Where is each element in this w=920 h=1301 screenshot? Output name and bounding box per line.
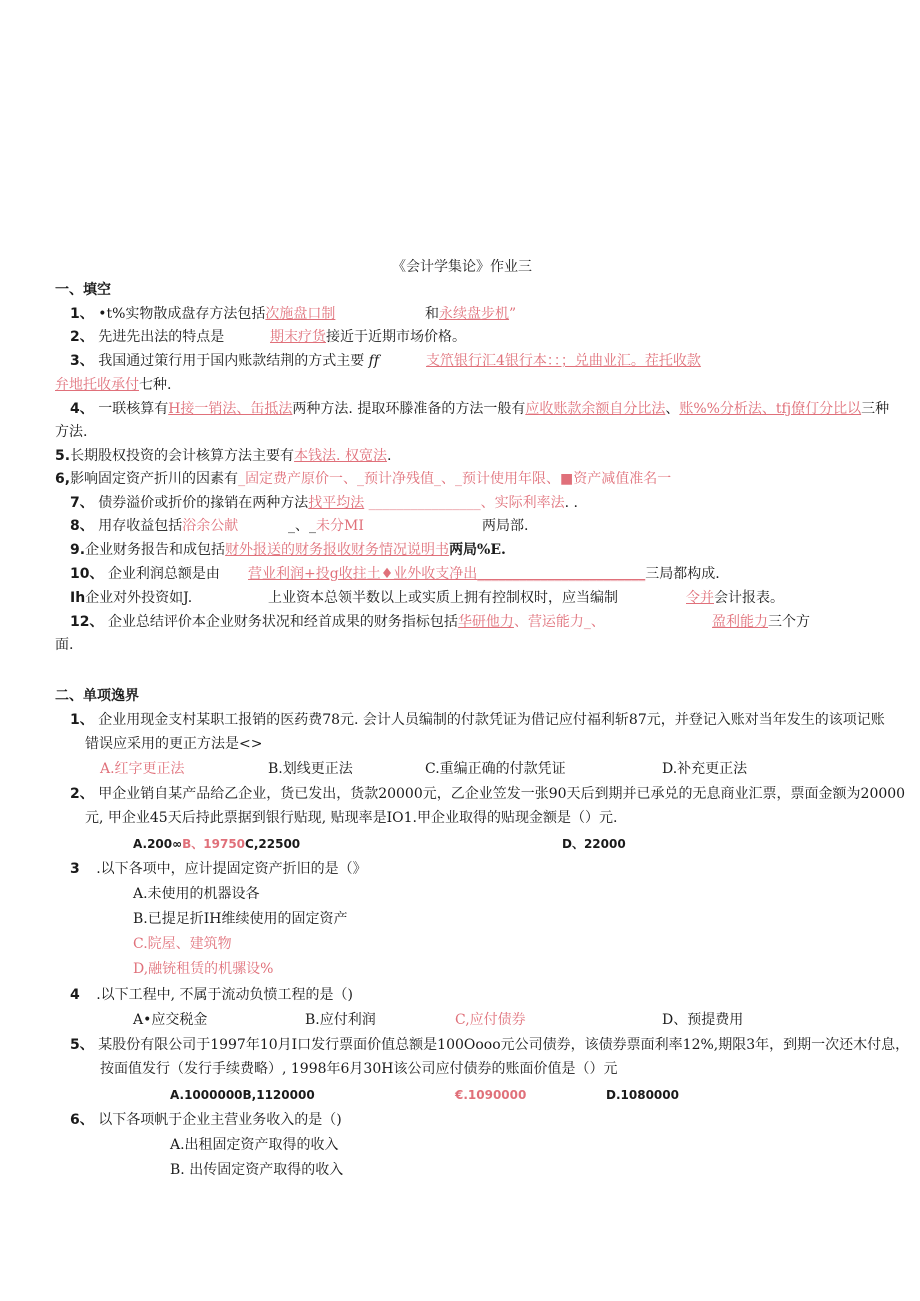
question-number: Ih bbox=[70, 590, 86, 606]
option-a: A.未使用的机器设各 bbox=[133, 886, 260, 902]
question-number: 4、 bbox=[70, 401, 94, 417]
option-a bbox=[100, 759, 185, 779]
option-d: D.补充更正法 bbox=[662, 761, 748, 777]
fill-question-4-line2: 方法. bbox=[55, 424, 88, 440]
question-text: 七种. bbox=[139, 377, 172, 393]
answer-blank: 账%%分析法、tfj僚仃分比以 bbox=[679, 401, 862, 417]
option-d: D、预提费用 bbox=[662, 1012, 744, 1028]
answer-blank: 令并 bbox=[686, 590, 714, 606]
question-text: 企业利润总额是由 bbox=[107, 566, 220, 582]
option-b: B.应付利润 bbox=[305, 1012, 376, 1028]
question-number: 3 bbox=[70, 861, 80, 877]
question-text: 甲企业销自某产品给乙企业，货已发出，货款20000元，乙企业笠发一张90天后到期并已承兑的无息商业汇票，票面金额为20000 bbox=[98, 786, 906, 802]
question-text: 企业财务报告和成包括 bbox=[85, 542, 226, 558]
question-text: 、 bbox=[665, 401, 680, 417]
option-c: C,应付债券 bbox=[455, 1012, 526, 1028]
answer-blank: 盈利能力 bbox=[712, 614, 768, 630]
question-number: 3、 bbox=[70, 353, 94, 369]
question-text: 按面值发行（发行手续费略）, 1998年6月30H该公司应付债券的账面价值是（）元 bbox=[100, 1061, 618, 1077]
page-title: 《会计学集论》作业三 bbox=[392, 259, 532, 275]
question-number: 1、 bbox=[70, 712, 94, 728]
option-a: A.出租固定资产取得的收入 bbox=[170, 1137, 339, 1153]
option-c: C.重编正确的付款凭证 bbox=[425, 761, 566, 777]
question-text: 三个方 bbox=[768, 614, 810, 630]
question-text: 两局部. bbox=[482, 518, 529, 534]
option-d: D、22000 bbox=[562, 837, 626, 851]
question-text: . . bbox=[564, 495, 579, 511]
question-text: 和 bbox=[425, 306, 439, 322]
question-text: 用存收益包括 bbox=[98, 518, 183, 534]
fill-question-12-part2 bbox=[712, 612, 810, 632]
question-text: 债券溢价或折价的掾销在两种方法 bbox=[98, 495, 309, 511]
question-text: 企业用现金支村某职工报销的医药费78元. 会计人员编制的付款凭证为借记应付福利斩87元，并登记入账对当年发生的该项记账 bbox=[98, 712, 885, 728]
answer-blank: 浴余公献 bbox=[182, 518, 239, 534]
fill-question-1 bbox=[70, 304, 335, 324]
fill-question-12-line2: 面. bbox=[55, 637, 74, 653]
answer-blank: 支笊银行汇4银行本：：；兑曲业汇。茬托收款 bbox=[426, 353, 701, 369]
choice-question-2 bbox=[70, 784, 905, 804]
choice-question-6 bbox=[70, 1110, 342, 1130]
fill-question-10-part2 bbox=[248, 564, 720, 584]
option-ab: A.1000000B,1120000 bbox=[170, 1088, 315, 1102]
answer-blank: 找平均法 bbox=[308, 495, 365, 511]
answer-blank: 期末疗货 bbox=[270, 329, 326, 345]
question-text: 企业对外投资如J. bbox=[85, 590, 193, 606]
option-c: C.院屋、建筑物 bbox=[133, 936, 232, 952]
fill-question-8 bbox=[70, 516, 238, 536]
fill-question-5 bbox=[55, 446, 391, 466]
question-number: 6, bbox=[55, 471, 71, 487]
question-text: 我国通过策行用于国内账款结荆的方式主要 𝑓𝑓 bbox=[98, 353, 380, 369]
option-b: B.划线更正法 bbox=[268, 761, 353, 777]
fill-question-8-part2 bbox=[288, 516, 364, 536]
question-text: 影响固定资产折川的因素有 bbox=[70, 471, 239, 487]
fill-question-11-part2 bbox=[686, 588, 784, 608]
fill-question-11 bbox=[70, 588, 192, 608]
answer-blank: 实际利率法 bbox=[494, 495, 565, 511]
fill-question-2-part2 bbox=[270, 327, 466, 347]
question-text: 两局%E. bbox=[449, 542, 506, 558]
fill-question-3 bbox=[70, 351, 379, 371]
fill-question-10 bbox=[70, 564, 220, 584]
answer-blank: H接一销法、缶抵法 bbox=[168, 401, 293, 417]
option-b: B、19750 bbox=[182, 837, 246, 851]
fill-question-6 bbox=[55, 469, 671, 489]
fill-question-3-line2 bbox=[55, 375, 171, 395]
choice-question-3 bbox=[70, 859, 367, 879]
question-text: 长期股权投资的会计核算方法主要有 bbox=[70, 448, 295, 464]
question-text: 、 bbox=[513, 614, 528, 630]
option-c: C,22500 bbox=[245, 837, 301, 851]
question-text: .以下各项中，应计提固定资产折旧的是（》 bbox=[96, 861, 367, 877]
answer-blank: 弁地托收承付 bbox=[55, 377, 139, 393]
fill-question-4 bbox=[70, 399, 889, 419]
question-text: .以下工程中, 不属于流动负愤工程的是（) bbox=[96, 987, 354, 1003]
question-text: 两种方法. 提取环滕准备的方法一般有 bbox=[292, 401, 526, 417]
question-number: 10、 bbox=[70, 566, 104, 582]
question-text: 企业总结评价本企业财务状况和经首成果的财务指标包括 bbox=[107, 614, 458, 630]
fill-question-12 bbox=[70, 612, 605, 632]
option-a: A•应交税金 bbox=[133, 1012, 208, 1028]
answer-blank: 次施盘口制 bbox=[265, 306, 336, 322]
question-text: 三种 bbox=[861, 401, 890, 417]
question-number: 9. bbox=[70, 542, 86, 558]
question-text: 上业资本总领半数以上或实质上拥有控制权时，应当编制 bbox=[268, 590, 618, 606]
choice-question-1 bbox=[70, 710, 885, 730]
choice-question-5 bbox=[70, 1035, 909, 1055]
fill-question-1-part2 bbox=[425, 304, 516, 324]
option-group-abc bbox=[133, 834, 300, 854]
section-single-choice-heading: 二、单项逸界 bbox=[55, 688, 139, 704]
option-d: D,融铳租赁的机骡设% bbox=[133, 961, 274, 977]
question-text: 先进先出法的特点是 bbox=[98, 329, 225, 345]
question-text: 接近于近期市场价格。 bbox=[326, 329, 466, 345]
answer-blank: 华研他力 bbox=[457, 614, 514, 630]
answer-blank: 营业利润+投g收拄土♦业外收支净出 bbox=[248, 566, 478, 582]
answer-blank: 未分MI bbox=[316, 518, 364, 534]
question-text: ” bbox=[509, 306, 517, 322]
option-b: B.已提足折IH维续使用的固定资产 bbox=[133, 911, 348, 927]
question-text: . bbox=[386, 448, 392, 464]
question-text: 三局都构成. bbox=[645, 566, 720, 582]
question-number: 4 bbox=[70, 987, 80, 1003]
question-text: •t%实物散成盘存方法包括 bbox=[98, 306, 266, 322]
question-number: 7、 bbox=[70, 495, 94, 511]
question-number: 6、 bbox=[70, 1112, 94, 1128]
fill-question-7 bbox=[70, 493, 578, 513]
option-d: D.1080000 bbox=[606, 1088, 679, 1102]
question-number: 5. bbox=[55, 448, 71, 464]
choice-question-4 bbox=[70, 985, 353, 1005]
answer-blank: 财外报送的财务报收财务情况说明书 bbox=[225, 542, 450, 558]
answer-blank: 营运能力_、 bbox=[527, 614, 605, 630]
question-text: 以下各项帆于企业主营业务收入的是（) bbox=[98, 1112, 342, 1128]
question-number: 2、 bbox=[70, 786, 94, 802]
question-number: 8、 bbox=[70, 518, 94, 534]
answer-blank: 永续盘步机 bbox=[439, 306, 509, 322]
question-text: 某股份有限公司于1997年10月I口发行票面价值总额是100Oooo元公司债券，该债券票面利率12%,期限3年，到期一次还木付息， bbox=[98, 1037, 910, 1053]
option-a: A.200∞ bbox=[133, 837, 183, 851]
question-text: _、_ bbox=[288, 518, 316, 534]
answer-blank-line: ________________、 bbox=[368, 495, 495, 511]
fill-question-9 bbox=[70, 540, 506, 560]
answer-blank: _固定费产原价一、_预计净残值_、_预计使用年限、■资产减值准名一 bbox=[238, 471, 672, 487]
question-number: 1、 bbox=[70, 306, 94, 322]
question-number: 12、 bbox=[70, 614, 104, 630]
answer-blank: 应收账款余额自分比法 bbox=[525, 401, 666, 417]
section-fill-in-heading: 一、填空 bbox=[55, 282, 111, 298]
question-number: 5、 bbox=[70, 1037, 94, 1053]
question-text: 一联核算有 bbox=[98, 401, 169, 417]
question-text: 元, 甲企业45天后持此票据到银行贴现, 贴现率是IO1.甲企业取得的贴现金额是（）元. bbox=[85, 810, 618, 826]
answer-blank: 本钱法. 权宽法 bbox=[294, 448, 387, 464]
option-text: A.红字更正法 bbox=[100, 761, 185, 777]
answer-blank-line: ________________________ bbox=[477, 566, 646, 582]
question-text: 会计报表。 bbox=[714, 590, 784, 606]
option-c: €.1090000 bbox=[455, 1088, 527, 1102]
option-b: B. 出传固定资产取得的收入 bbox=[170, 1162, 344, 1178]
question-text: 错误应采用的更正方法是<> bbox=[85, 736, 263, 752]
fill-question-2 bbox=[70, 327, 224, 347]
question-number: 2、 bbox=[70, 329, 94, 345]
